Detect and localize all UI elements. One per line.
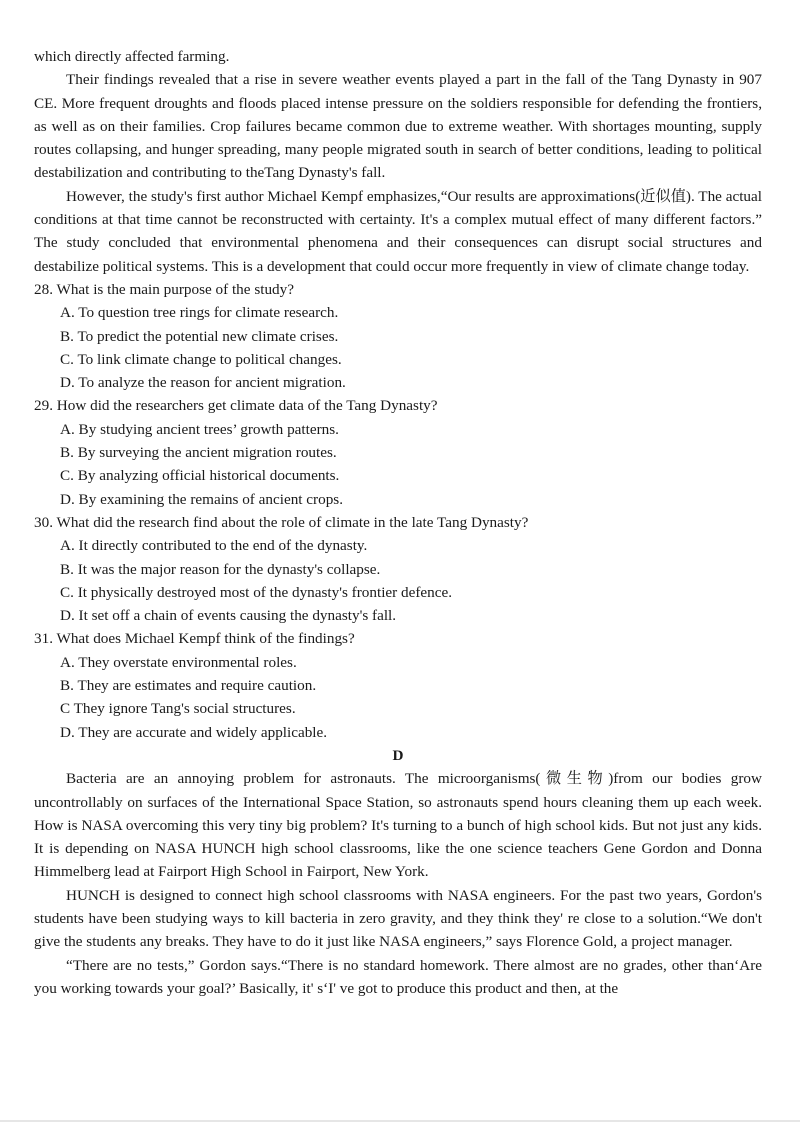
- passage-d-paragraph-hunch: HUNCH is designed to connect high school classrooms with NASA engineers. For the past two years, Gordon's students have been studying ways to kill bacteria in zero gravity, and they think they' re close to a solution.“We don't give the students any breaks. They have to do it just like NASA engineers,” says Florence Gold, a project manager.: [34, 886, 762, 951]
- option-a: A. To question tree rings for climate research.: [60, 304, 339, 322]
- option-b: B. They are estimates and require caution.: [60, 677, 317, 695]
- option-c: C. It physically destroyed most of the dynasty's frontier defence.: [60, 583, 453, 601]
- passage-d-paragraph-gordon: “There are no tests,” Gordon says.“There is no standard homework. There almost are no grades, other than‘Are you working towards your goal?’ Basically, it' s‘I' ve got to produce this product and then, at the: [34, 956, 762, 997]
- option-b: B. It was the major reason for the dynasty's collapse.: [60, 560, 381, 578]
- option-d: D. To analyze the reason for ancient migration.: [60, 374, 346, 392]
- page-bottom-divider: [0, 1120, 800, 1122]
- passage-c-paragraph-findings: Their findings revealed that a rise in severe weather events played a part in the fall of the Tang Dynasty in 907 CE. More frequent droughts and floods placed intense pressure on the soldiers responsible for defending the frontiers, as well as on their families. Crop failures became common due to extreme weather. With shortages mounting, supply routes collapsing, and hunger spreading, many people migrated south in search of better conditions, leading to political destabilization and contributing to theTang Dynasty's fall.: [34, 71, 762, 182]
- question-stem: 30. What did the research find about the role of climate in the late Tang Dynasty?: [34, 513, 529, 531]
- passage-d-paragraph-bacteria: Bacteria are an annoying problem for astronauts. The microorganisms(微生物)from our bodies grow uncontrollably on surfaces of the International Space Station, so astronauts spend hours cleaning them up each week. How is NASA overcoming this very tiny big problem? It's turning to a bunch of high school kids. But not just any kids. It is depending on NASA HUNCH high school classrooms, like the one science teachers Gene Gordon and Donna Himmelberg lead at Fairport High School in Fairport, New York.: [34, 770, 762, 881]
- option-d: D. By examining the remains of ancient crops.: [60, 490, 344, 508]
- option-b: B. By surveying the ancient migration routes.: [60, 444, 337, 462]
- exam-page: [34, 45, 762, 1000]
- option-c: C. To link climate change to political changes.: [60, 350, 342, 368]
- question-stem: 29. How did the researchers get climate data of the Tang Dynasty?: [34, 397, 438, 415]
- question-29: [34, 394, 762, 510]
- option-a: A. They overstate environmental roles.: [60, 653, 297, 671]
- option-b: B. To predict the potential new climate crises.: [60, 327, 339, 345]
- section-heading-d: D: [392, 746, 404, 764]
- option-c: C They ignore Tang's social structures.: [60, 700, 296, 718]
- question-30: [34, 511, 762, 627]
- option-c: C. By analyzing official historical documents.: [60, 467, 340, 485]
- passage-c-paragraph-continued: which directly affected farming.: [34, 48, 230, 65]
- option-d: D. It set off a chain of events causing the dynasty's fall.: [60, 607, 397, 625]
- passage-c-paragraph-kempf: However, the study's first author Michael Kempf emphasizes,“Our results are approximations(近似值). The actual conditions at that time cannot be reconstructed with certainty. It's a complex mutual effect of many different factors.” The study concluded that environmental phenomena and their consequences can disrupt social structures and destabilize political systems. This is a development that could occur more frequently in view of climate change today.: [34, 187, 762, 275]
- question-31: [34, 627, 762, 743]
- option-a: A. It directly contributed to the end of the dynasty.: [60, 537, 368, 555]
- question-28: [34, 278, 762, 394]
- question-stem: 28. What is the main purpose of the study?: [34, 280, 294, 298]
- question-stem: 31. What does Michael Kempf think of the findings?: [34, 630, 355, 648]
- option-a: A. By studying ancient trees’ growth patterns.: [60, 420, 339, 438]
- option-d: D. They are accurate and widely applicable.: [60, 723, 328, 741]
